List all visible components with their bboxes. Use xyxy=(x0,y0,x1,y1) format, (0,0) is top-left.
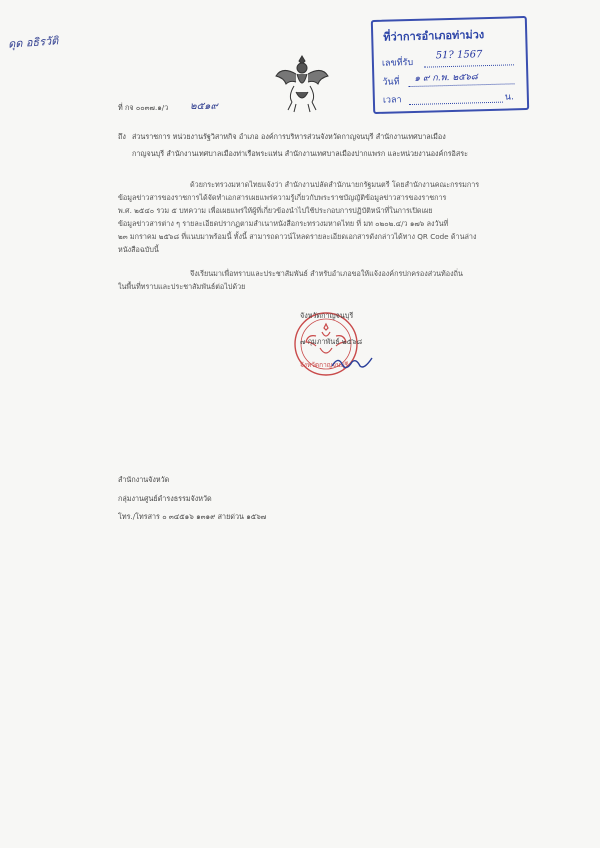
body1-line-3: พ.ศ. ๒๕๔๐ รวม ๕ บทความ เพื่อเผยแพร่ให้ผู้ที่เกี่ยวข้องนำไปใช้ประกอบการปฏิบัติหน้าที่ในการเปิดเผย xyxy=(118,206,433,215)
stamp-receipt-label: เลขที่รับ xyxy=(381,57,414,69)
to-line-2: กาญจนบุรี สำนักงานเทศบาลเมืองท่าเรือพระแท่น สำนักงานเทศบาลเมืองปากแพรก และหน่วยงานองค์กรอิสระ xyxy=(132,149,468,158)
body1-line-2: ข้อมูลข่าวสารของราชการได้จัดทำเอกสารเผยแพร่ความรู้เกี่ยวกับพระราชบัญญัติข้อมูลข่าวสารของราชการ xyxy=(118,193,447,202)
receiving-stamp xyxy=(371,16,529,114)
body1-line-4: ข้อมูลข่าวสารต่าง ๆ รายละเอียดปรากฏตามสำเนาหนังสือกระทรวงมหาดไทย ที่ มท ๐๒๐๒.๔/ว ๑๗๖ ลงวันที่ xyxy=(118,219,449,228)
handwritten-note: ดุด อธิรวัติ xyxy=(7,34,59,51)
body1-line-5: ๒๓ มกราคม ๒๕๖๘ ที่แนบมาพร้อมนี้ ทั้งนี้ สามารถดาวน์โหลดรายละเอียดเอกสารดังกล่าวได้ทาง QR Code ด้านล่าง xyxy=(118,232,477,241)
body1-line-6: หนังสือฉบับนี้ xyxy=(118,245,159,254)
to-label: ถึง xyxy=(118,132,126,141)
body2-line-2: ในพื้นที่ทราบและประชาสัมพันธ์ต่อไปด้วย xyxy=(118,282,246,291)
signing-province: จังหวัดกาญจนบุรี xyxy=(300,311,354,320)
stamp-receipt-dots xyxy=(424,64,514,67)
stamp-date-value: ๑ ๙ ก.พ. ๒๕๖๘ xyxy=(414,72,478,84)
seal-text: จังหวัดกาญจนบุรี xyxy=(300,361,349,369)
stamp-title: ที่ว่าการอำเภอท่าม่วง xyxy=(383,28,485,44)
to-line-1: ส่วนราชการ หน่วยงานรัฐวิสาหกิจ อำเภอ องค์การบริหารส่วนจังหวัดกาญจนบุรี สำนักงานเทศบาลเมือง xyxy=(132,132,446,141)
stamp-time-label: เวลา xyxy=(382,95,402,106)
reference-number: ๒๕๑๙ xyxy=(190,101,218,112)
document-reference: ที่ กจ ๐๐๓๗.๑/ว xyxy=(118,103,169,112)
stamp-time-dots xyxy=(409,102,503,105)
stamp-receipt-value: 51? 1567 xyxy=(435,49,483,62)
signing-date: ๗ กุมภาพันธ์ ๒๕๖๘ xyxy=(300,337,363,346)
garuda-emblem-icon xyxy=(274,52,330,114)
footer-office: สำนักงานจังหวัด xyxy=(118,475,170,484)
body2-line-1: จึงเรียนมาเพื่อทราบและประชาสัมพันธ์ สำหรับอำเภอขอให้แจ้งองค์กรปกครองส่วนท้องถิ่น xyxy=(190,269,463,278)
body1-line-1: ด้วยกระทรวงมหาดไทยแจ้งว่า สำนักงานปลัดสำนักนายกรัฐมนตรี โดยสำนักงานคณะกรรมการ xyxy=(190,180,480,189)
signature-icon xyxy=(330,354,374,372)
footer-group: กลุ่มงานศูนย์ดำรงธรรมจังหวัด xyxy=(118,494,212,503)
stamp-time-suffix: น. xyxy=(504,92,515,103)
stamp-date-label: วันที่ xyxy=(382,77,400,88)
footer-phone: โทร./โทรสาร ๐ ๓๔๕๑๖ ๑๓๑๙ สายด่วน ๑๕๖๗ xyxy=(118,512,267,521)
